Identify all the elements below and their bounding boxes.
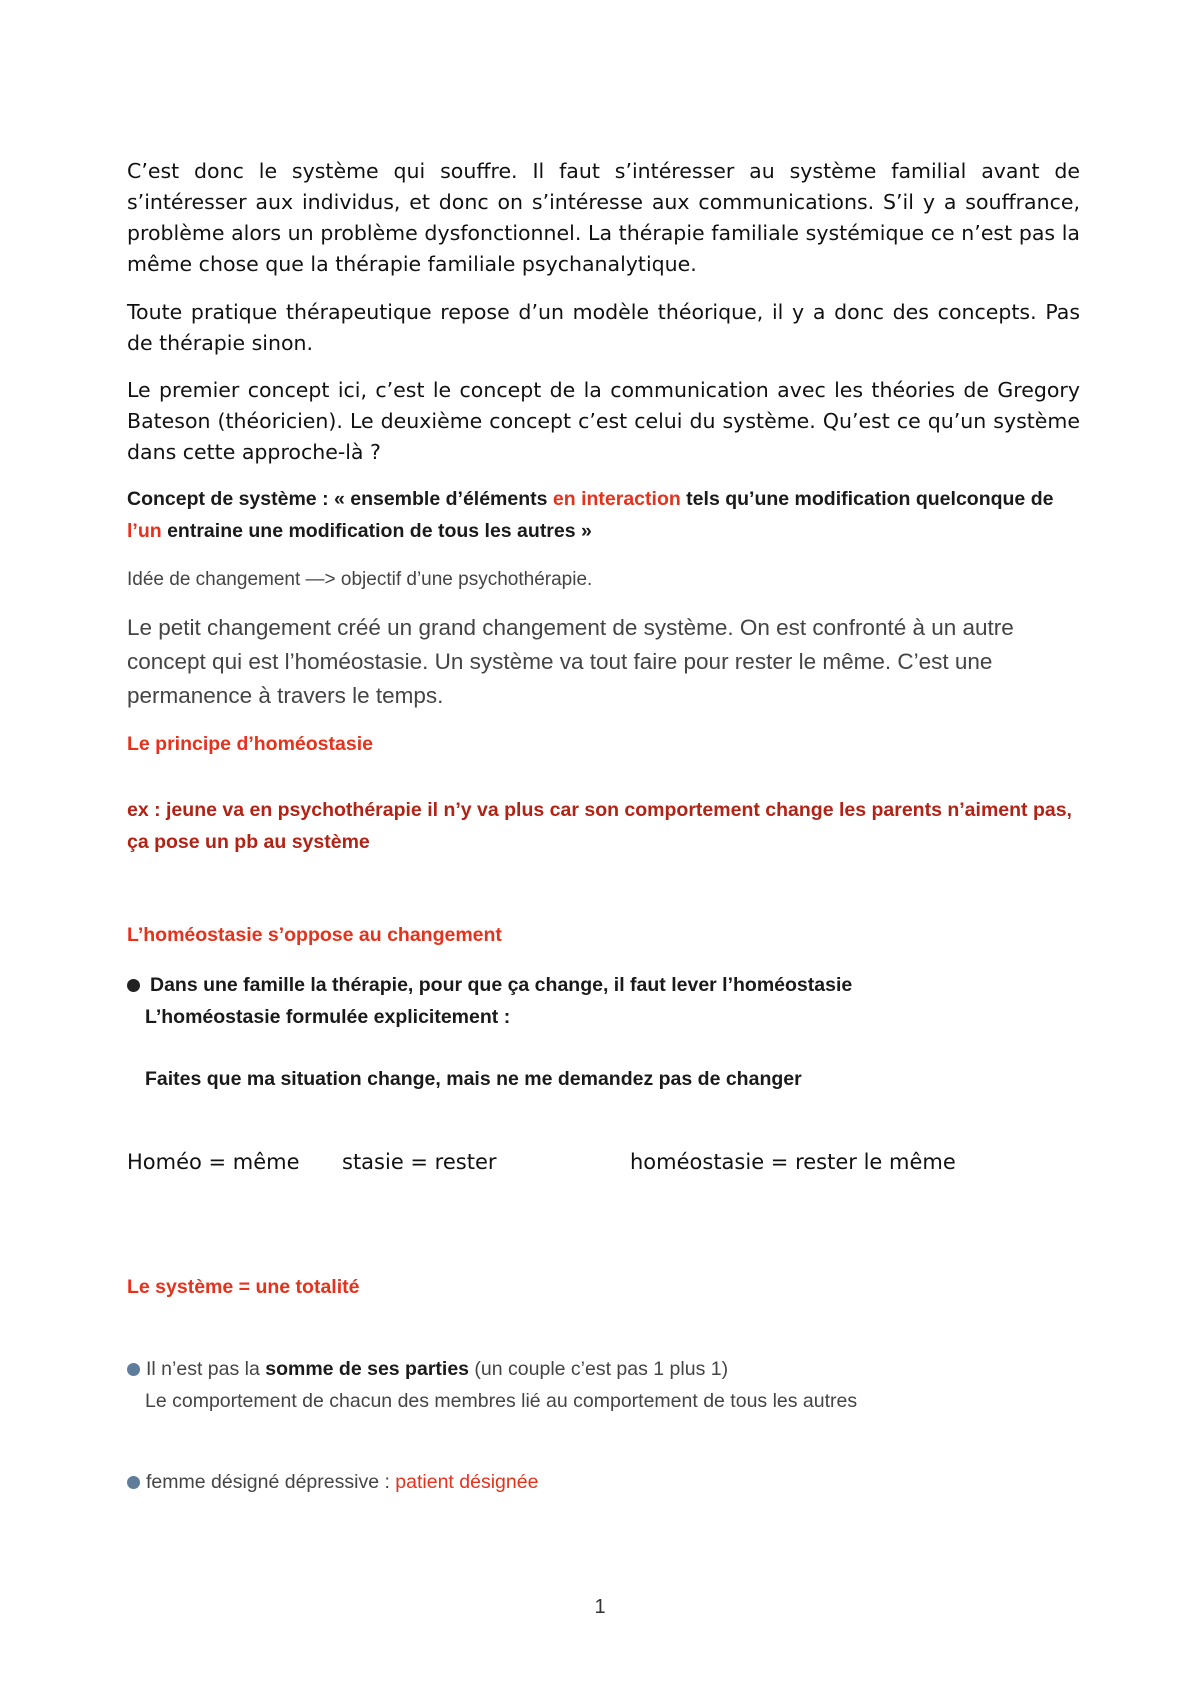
paragraph-petit-changement: Le petit changement créé un grand changement de système. On est confronté à un autre concept qui est l’homéostasie. Un système va tout faire pour rester le même. C’est une permanence à travers le temps. bbox=[127, 615, 1014, 708]
bullet-somme-parties bbox=[127, 1353, 1080, 1417]
definitions-row bbox=[127, 1150, 1080, 1182]
heading-systeme-totalite: Le système = une totalité bbox=[127, 1276, 360, 1298]
bullet2-red: patient désignée bbox=[395, 1471, 539, 1493]
concept-red-lun: l’un bbox=[127, 520, 162, 542]
bullet1-line2: Le comportement de chacun des membres lié au comportement de tous les autres bbox=[145, 1390, 858, 1412]
bullet2-pre: femme désigné dépressive : bbox=[146, 1471, 396, 1493]
bullet-femme-designee bbox=[127, 1466, 1080, 1498]
concept-part2: tels qu’une modification quelconque de bbox=[680, 488, 1054, 510]
famille-text: Dans une famille la thérapie, pour que ça change, il faut lever l’homéostasie bbox=[150, 974, 853, 996]
concept-part1: Concept de système : « ensemble d’éléments bbox=[127, 488, 553, 510]
bullet-hexagon-icon bbox=[127, 979, 140, 992]
concept-part3: entraine une modification de tous les autres » bbox=[161, 520, 592, 542]
bullet-circle-icon bbox=[127, 1476, 140, 1489]
exemple-jeune: ex : jeune va en psychothérapie il n’y va plus car son comportement change les parents n’aiment pas, ça pose un pb au système bbox=[127, 799, 1072, 853]
heading-homeostasie-oppose: L’homéostasie s’oppose au changement bbox=[127, 924, 502, 946]
def-homeostasie: homéostasie = rester le même bbox=[630, 1150, 956, 1174]
concept-systeme-definition bbox=[127, 483, 1080, 547]
bullet1-post: (un couple c’est pas 1 plus 1) bbox=[469, 1358, 729, 1380]
famille-therapie-line bbox=[127, 969, 1080, 1001]
faites-que-ma-situation: Faites que ma situation change, mais ne me demandez pas de changer bbox=[145, 1068, 802, 1090]
paragraph-systeme-souffre: C’est donc le système qui souffre. Il faut s’intéresser au système familial avant de s’intéresser aux individus, et donc on s’intéresse aux communications. S’il y a souffrance, problème alors un problème dysfonctionnel. La thérapie familiale systémique ce n’est pas la même chose que la thérapie familiale psychanalytique. bbox=[127, 159, 1080, 276]
idee-changement: Idée de changement —> objectif d’une psychothérapie. bbox=[127, 569, 593, 590]
bullet1-bold: somme de ses parties bbox=[265, 1358, 470, 1380]
bullet1-pre: Il n’est pas la bbox=[146, 1358, 266, 1380]
def-stasie: stasie = rester bbox=[342, 1150, 497, 1174]
bullet-circle-icon bbox=[127, 1363, 140, 1376]
page-number: 1 bbox=[594, 1596, 606, 1618]
concept-red-interaction: en interaction bbox=[552, 488, 681, 510]
def-homeo: Homéo = même bbox=[127, 1150, 300, 1174]
homeostasie-formulee: L’homéostasie formulée explicitement : bbox=[145, 1006, 511, 1028]
paragraph-pratique-therapeutique: Toute pratique thérapeutique repose d’un modèle théorique, il y a donc des concepts. Pas de thérapie sinon. bbox=[127, 300, 1080, 355]
paragraph-premier-concept: Le premier concept ici, c’est le concept de la communication avec les théories de Gregory Bateson (théoricien). Le deuxième concept c’est celui du système. Qu’est ce qu’un système dans cette approche-là ? bbox=[127, 378, 1080, 464]
heading-principe-homeostasie: Le principe d’homéostasie bbox=[127, 733, 373, 755]
